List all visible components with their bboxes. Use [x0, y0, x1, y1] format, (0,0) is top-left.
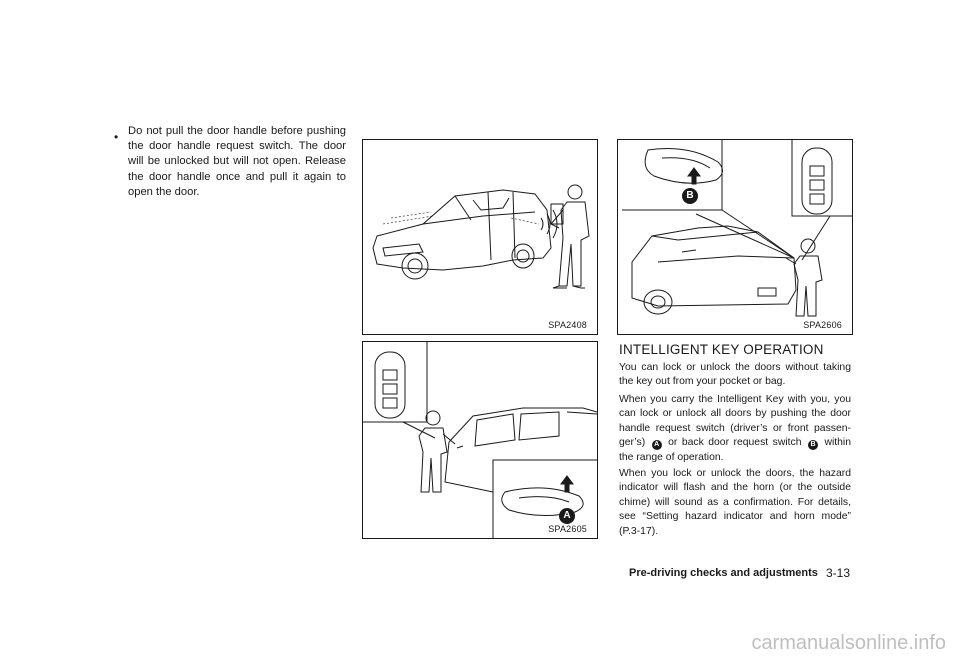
bullet-marker: • [114, 130, 119, 144]
paragraph-1: You can lock or unlock the doors without taking the key out from your pocket or bag. [619, 362, 851, 388]
figure-spa2408 [362, 139, 598, 335]
footer-section-title: Pre-driving checks and adjustments [629, 567, 818, 579]
figure-spa2606 [617, 139, 853, 335]
paragraph-2-text-a: When you carry the Intelligent Key with you, you can lock or unlock all doors by pushing the door handle request switch (driver’s or front passen-ger’s) [619, 394, 851, 449]
back-door-illustration [618, 140, 852, 334]
paragraph-3: When you lock or unlock the doors, the hazard indicator will flash and the horn (or the outside chime) will sound as a confirmation. For details, see “Setting hazard indicator and horn mode” (P.3-17). [619, 468, 851, 537]
paragraph-2-text-c: within the range of operation. [619, 437, 852, 463]
bullet-text: Do not pull the door handle before pushing the door handle request switch. The door will be unlocked but will not open. Release the door handle once and pull it again to open the door. [128, 125, 346, 198]
page-number: 3-13 [826, 566, 851, 580]
paragraph-2-text-b: or back door request switch [668, 437, 802, 449]
section-heading: INTELLIGENT KEY OPERATION [619, 342, 824, 357]
car-approach-illustration [363, 140, 597, 334]
paragraph-2 [619, 393, 851, 465]
figure-label: SPA2605 [548, 524, 587, 534]
figure-spa2605 [362, 341, 598, 539]
marker-a-badge: A [559, 508, 575, 524]
watermark-text: carmanualsonline.info [751, 632, 946, 654]
marker-b-badge: B [682, 188, 698, 204]
marker-b-inline: B [808, 440, 818, 450]
watermark [0, 632, 960, 655]
marker-a-inline: A [652, 440, 662, 450]
figure-label: SPA2606 [803, 320, 842, 330]
figure-label: SPA2408 [548, 320, 587, 330]
